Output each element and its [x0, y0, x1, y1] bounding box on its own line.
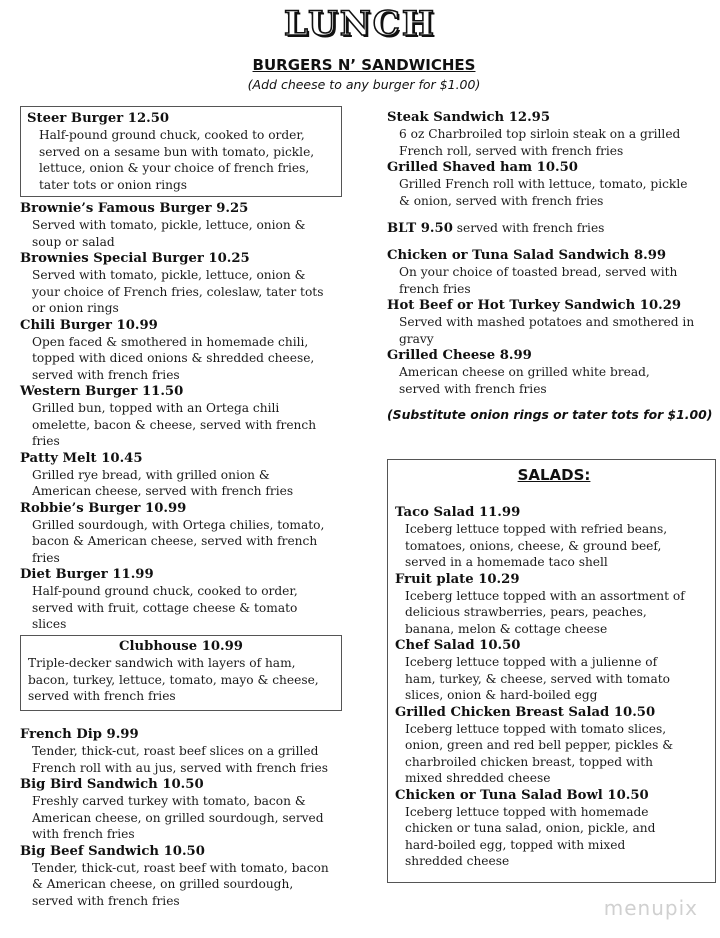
desc-line: bacon, turkey, lettuce, tomato, mayo & cheese,	[28, 672, 319, 687]
salad-item	[395, 787, 713, 870]
item-name: Patty Melt 10.45	[20, 450, 143, 466]
menu-item	[387, 159, 717, 209]
desc-line: fries	[32, 434, 60, 448]
desc-line: banana, melon & cottage cheese	[405, 621, 608, 636]
desc-line: Grilled sourdough, with Ortega chilies, tomato,	[32, 517, 325, 532]
item-name: Chicken or Tuna Salad Bowl 10.50	[395, 787, 649, 803]
item-desc	[20, 400, 350, 450]
desc-line: chicken or tuna salad, onion, pickle, and	[405, 821, 656, 835]
desc-line: bacon & American cheese, served with french	[32, 534, 318, 548]
menu-item	[20, 383, 350, 450]
left-column-lower	[20, 726, 350, 909]
desc-line: fries	[32, 550, 60, 565]
item-desc	[387, 364, 717, 397]
desc-line: Half-pound ground chuck, cooked to order,	[39, 128, 305, 142]
desc-line: Tender, thick-cut, roast beef slices on a grilled	[32, 744, 319, 758]
desc-line: tomatoes, onions, cheese, & ground beef,	[405, 538, 662, 553]
desc-line: Served with tomato, pickle, lettuce, onion &	[32, 218, 306, 232]
desc-line: hard-boiled egg, topped with mixed	[405, 837, 626, 852]
desc-line: served with fruit, cottage cheese & tomato	[32, 600, 298, 615]
desc-line: served with french fries	[32, 893, 180, 908]
desc-line: onion, green and red bell pepper, pickles &	[405, 738, 674, 752]
menu-item	[20, 776, 350, 843]
desc-line: slices, onion & hard-boiled egg	[405, 688, 598, 702]
item-desc	[20, 267, 350, 317]
item-desc	[27, 127, 350, 193]
salad-item	[395, 504, 713, 571]
menu-item	[20, 500, 350, 567]
desc-line: lettuce, onion & your choice of french fries,	[39, 161, 310, 175]
desc-line: On your choice of toasted bread, served with	[399, 265, 678, 279]
left-column	[20, 110, 350, 633]
desc-line: Triple-decker sandwich with layers of ham,	[28, 656, 296, 670]
item-name: Grilled Chicken Breast Salad 10.50	[395, 704, 656, 720]
item-name: French Dip 9.99	[20, 727, 139, 742]
item-desc	[20, 743, 350, 776]
desc-line: your choice of French fries, coleslaw, tater tots	[32, 284, 324, 299]
item-name: Robbie’s Burger 10.99	[20, 500, 187, 516]
salad-item	[395, 637, 713, 704]
cheese-note: (Add cheese to any burger for $1.00)	[247, 77, 481, 92]
item-desc	[20, 793, 350, 843]
clubhouse-item	[20, 638, 350, 705]
section-heading-burgers-sandwiches: BURGERS N’ SANDWICHES	[252, 56, 476, 74]
item-name: Hot Beef or Hot Turkey Sandwich 10.29	[387, 298, 682, 313]
item-desc	[395, 521, 713, 571]
desc-line: Grilled French roll with lettuce, tomato, pickle	[399, 177, 688, 191]
menu-title: LUNCH	[284, 4, 436, 44]
desc-line: American cheese, served with french fries	[32, 484, 294, 498]
item-desc	[387, 264, 717, 297]
item-desc	[20, 583, 350, 633]
desc-line: Iceberg lettuce topped with a julienne of	[405, 655, 658, 669]
menu-item	[20, 250, 350, 317]
menu-item	[387, 347, 717, 397]
desc-line: omelette, bacon & cheese, served with french	[32, 417, 317, 432]
item-name: Steak Sandwich 12.95	[387, 110, 551, 125]
salads-section	[395, 466, 713, 870]
desc-line: Grilled rye bread, with grilled onion &	[32, 467, 270, 482]
desc-line: Iceberg lettuce topped with homemade	[405, 804, 649, 819]
desc-line: & American cheese, on grilled sourdough,	[32, 877, 294, 891]
menupix-watermark: menupix	[603, 896, 698, 920]
item-desc	[387, 176, 717, 209]
desc-line: Grilled bun, topped with an Ortega chili	[32, 401, 280, 415]
desc-line: Iceberg lettuce topped with tomato slices,	[405, 721, 667, 736]
item-name: Grilled Cheese 8.99	[387, 348, 532, 363]
desc-line: served with french fries	[399, 381, 547, 396]
item-name: Chicken or Tuna Salad Sandwich 8.99	[387, 248, 667, 263]
desc-line: gravy	[399, 331, 434, 346]
item-desc	[395, 721, 713, 787]
desc-line: soup or salad	[32, 234, 115, 249]
item-desc	[387, 314, 717, 347]
desc-line: Open faced & smothered in homemade chili,	[32, 334, 309, 349]
item-name: Brownies Special Burger 10.25	[20, 251, 250, 266]
desc-line: with french fries	[32, 827, 135, 841]
menu-item-blt	[387, 217, 717, 237]
desc-line: Served with mashed potatoes and smothered in	[399, 315, 695, 329]
item-desc	[395, 654, 713, 704]
item-name: Big Bird Sandwich 10.50	[20, 777, 204, 792]
item-name: Steer Burger 12.50	[27, 111, 170, 126]
item-desc	[20, 217, 350, 250]
desc-line: French roll, served with french fries	[399, 143, 624, 158]
desc-line: tater tots or onion rings	[39, 177, 188, 192]
desc-line: topped with diced onions & shredded cheese,	[32, 351, 315, 365]
menu-item	[387, 247, 717, 297]
desc-line: French roll with au jus, served with french fries	[32, 760, 328, 775]
salad-item	[395, 704, 713, 787]
desc-line: Half-pound ground chuck, cooked to order,	[32, 584, 298, 598]
item-desc	[20, 517, 350, 567]
desc-line: served with french fries	[32, 367, 180, 382]
item-desc: served with french fries	[452, 221, 605, 235]
desc-line: Iceberg lettuce topped with refried beans,	[405, 522, 668, 536]
desc-line: Iceberg lettuce topped with an assortment of	[405, 588, 685, 603]
menu-item	[20, 843, 350, 910]
menu-item	[387, 109, 717, 159]
item-name: Big Beef Sandwich 10.50	[20, 843, 205, 859]
item-desc	[387, 126, 717, 159]
menu-item	[20, 726, 350, 776]
item-desc	[395, 804, 713, 870]
item-name: Taco Salad 11.99	[395, 505, 521, 520]
menu-item	[20, 566, 350, 633]
item-desc	[20, 467, 350, 500]
desc-line: delicious strawberries, pears, peaches,	[405, 605, 647, 619]
desc-line: slices	[32, 617, 67, 631]
menu-item	[20, 450, 350, 500]
salad-item	[395, 571, 713, 638]
desc-line: ham, turkey, & cheese, served with tomato	[405, 671, 670, 686]
desc-line: Tender, thick-cut, roast beef with tomato, bacon	[32, 860, 329, 875]
item-name: Chef Salad 10.50	[395, 638, 521, 653]
desc-line: Served with tomato, pickle, lettuce, onion &	[32, 268, 306, 282]
item-desc	[395, 588, 713, 638]
desc-line: served on a sesame bun with tomato, pickle,	[39, 144, 315, 159]
item-name: Chili Burger 10.99	[20, 317, 158, 333]
menu-item	[20, 200, 350, 250]
item-name: Grilled Shaved ham 10.50	[387, 160, 578, 175]
substitute-note: (Substitute onion rings or tater tots for $1.00)	[387, 407, 713, 422]
item-name: Fruit plate 10.29	[395, 571, 520, 587]
desc-line: shredded cheese	[405, 854, 510, 868]
desc-line: or onion rings	[32, 301, 119, 315]
desc-line: American cheese on grilled white bread,	[399, 365, 650, 379]
item-desc	[20, 655, 350, 705]
item-desc	[20, 334, 350, 384]
salads-heading: SALADS:	[517, 466, 591, 484]
item-desc	[20, 860, 350, 910]
item-name: Clubhouse 10.99	[119, 639, 243, 654]
item-name: Brownie’s Famous Burger 9.25	[20, 201, 249, 216]
desc-line: American cheese, on grilled sourdough, served	[32, 810, 324, 825]
desc-line: Freshly carved turkey with tomato, bacon &	[32, 794, 306, 808]
item-name: Diet Burger 11.99	[20, 567, 154, 582]
desc-line: 6 oz Charbroiled top sirloin steak on a grilled	[399, 127, 681, 141]
desc-line: & onion, served with french fries	[399, 193, 604, 208]
desc-line: charbroiled chicken breast, topped with	[405, 754, 653, 769]
desc-line: mixed shredded cheese	[405, 771, 551, 785]
item-name: BLT 9.50	[387, 221, 453, 236]
menu-item	[387, 297, 717, 347]
desc-line: served in a homemade taco shell	[405, 555, 608, 569]
right-column	[387, 109, 717, 422]
desc-line: french fries	[399, 281, 471, 296]
item-name: Western Burger 11.50	[20, 384, 184, 399]
desc-line: served with french fries	[28, 689, 176, 703]
menu-item	[20, 317, 350, 384]
menu-item	[20, 110, 350, 193]
